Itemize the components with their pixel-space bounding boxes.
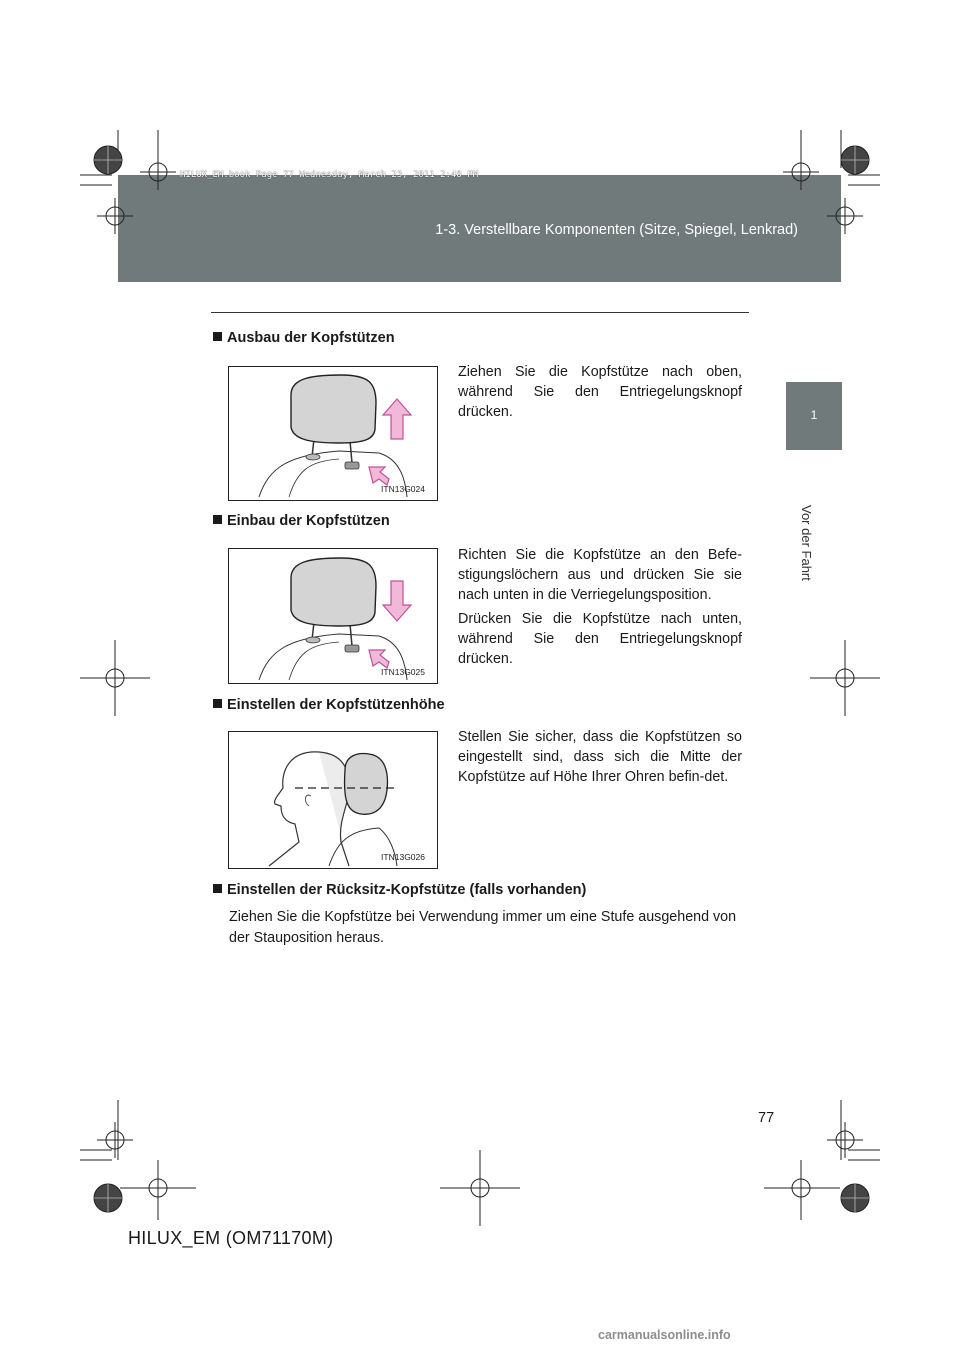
bullet-square-icon (213, 515, 222, 524)
model-code: HILUX_EM (OM71170M) (128, 1228, 334, 1248)
figure-code: ITN13G025 (381, 667, 425, 677)
figure-code: ITN13G024 (381, 484, 425, 494)
watermark: carmanualsonline.info (598, 1328, 731, 1342)
heading-hoehe: Einstellen der Kopfstützenhöhe (213, 697, 445, 713)
chapter-label: Vor der Fahrt (799, 505, 814, 581)
paragraph: Drücken Sie die Kopfstütze nach unten, während Sie den Entriegelungsknopf drücken. (458, 611, 742, 667)
heading-einbau: Einbau der Kopfstützen (213, 513, 390, 529)
top-rule (211, 312, 749, 313)
headrest-install-illustration (229, 549, 437, 683)
print-info: HILUX_EM.book Page 77 Wednesday, March 23, 2011 2:48 PM (180, 170, 479, 180)
page-number: 77 (758, 1110, 775, 1126)
section-title: 1-3. Verstellbare Komponenten (Sitze, Spiegel, Lenkrad) (435, 222, 798, 238)
figure-code: ITN13G026 (381, 852, 425, 862)
chapter-number: 1 (810, 408, 818, 422)
figure-headrest-height (228, 731, 438, 869)
paragraph: Richten Sie die Kopfstütze an den Befe-stigungslöchern aus und drücken Sie sie nach unten in die Verriegelungsposition. (458, 547, 742, 603)
figure-install-headrest (228, 548, 438, 684)
paragraph: Ziehen Sie die Kopfstütze bei Verwendung immer um eine Stufe ausgehend von der Stauposition heraus. (229, 909, 737, 946)
figure-remove-headrest (228, 366, 438, 501)
headrest-remove-illustration (229, 367, 437, 500)
heading-ausbau: Ausbau der Kopfstützen (213, 330, 395, 346)
bullet-square-icon (213, 884, 222, 893)
paragraph: Stellen Sie sicher, dass die Kopfstützen so eingestellt sind, dass sich die Mitte der Kopfstütze auf Höhe Ihrer Ohren befin-det. (458, 729, 742, 785)
bullet-square-icon (213, 332, 222, 341)
head-position-illustration (229, 732, 437, 868)
heading-ruecksitz: Einstellen der Rücksitz-Kopfstütze (falls vorhanden) (213, 882, 586, 898)
bullet-square-icon (213, 699, 222, 708)
paragraph: Ziehen Sie die Kopfstütze nach oben, während Sie den Entriegelungsknopf drücken. (458, 364, 742, 420)
